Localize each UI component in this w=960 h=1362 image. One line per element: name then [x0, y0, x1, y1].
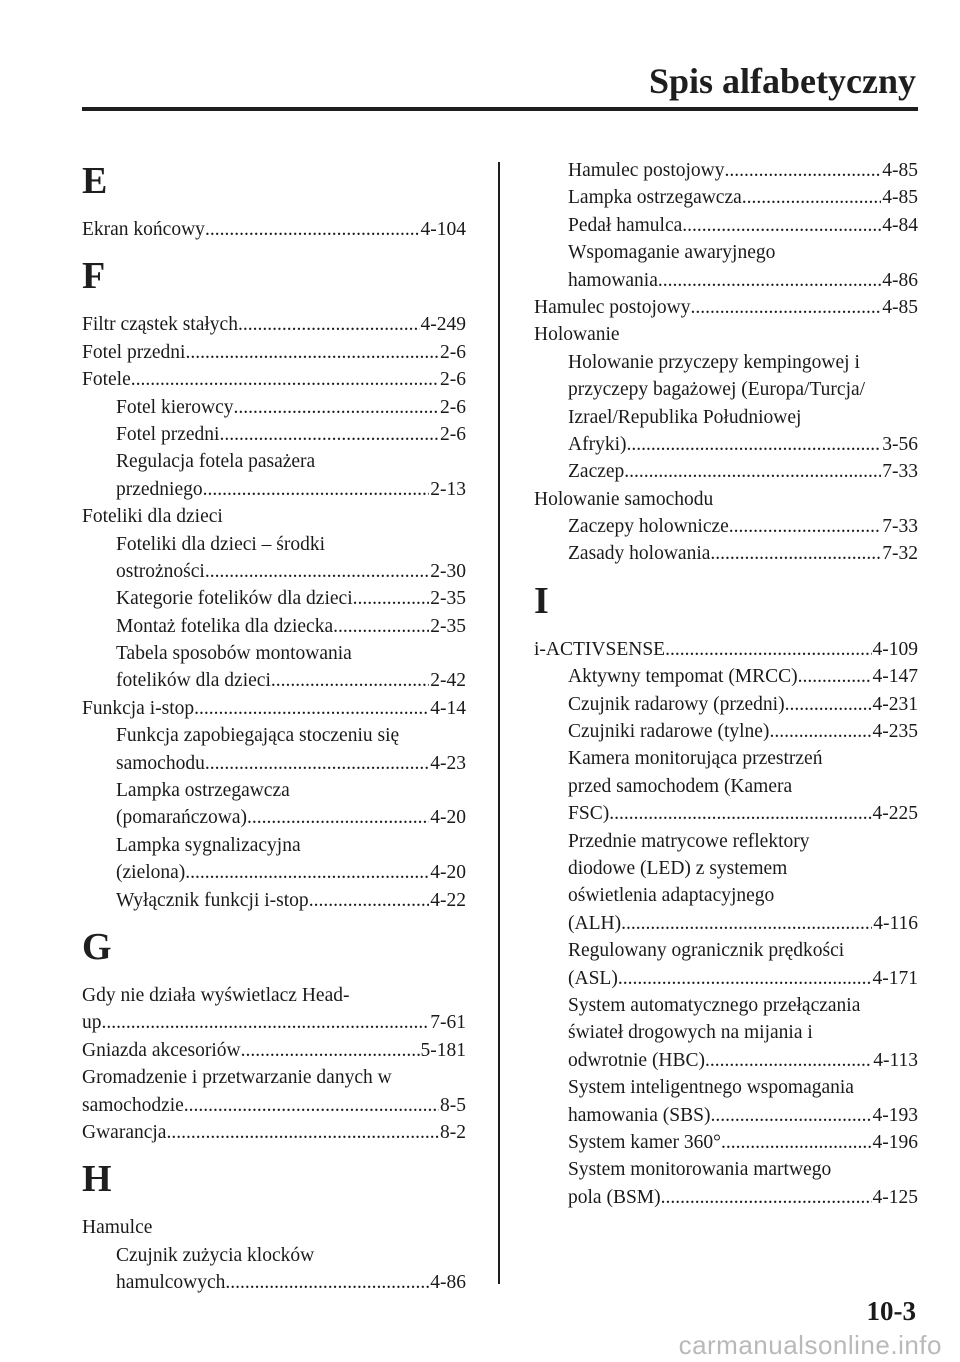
entry-page-ref: 7-33: [882, 461, 918, 483]
index-entry: [534, 458, 918, 485]
entry-term: Aktywny tempomat (MRCC): [568, 666, 798, 688]
index-entry-line: Regulowany ogranicznik prędkości: [568, 940, 845, 962]
watermark: carmanualsonline.info: [678, 1330, 942, 1360]
dot-leader: [333, 613, 429, 640]
page-number: 10-3: [866, 1296, 916, 1326]
index-entry-line: System inteligentnego wspomagania: [568, 1077, 854, 1099]
index-entry: [82, 1119, 466, 1146]
entry-term: i-ACTIVSENSE: [534, 638, 666, 660]
entry-page-ref: 4-109: [872, 638, 918, 660]
index-entry-line: Gdy nie działa wyświetlacz Head-: [82, 984, 350, 1006]
entry-term: Fotel kierowcy: [116, 396, 234, 418]
index-entry: [82, 1269, 466, 1296]
index-entry: [82, 216, 466, 243]
index-entry: [82, 585, 466, 612]
entry-term: Czujniki radarowe (tylne): [568, 721, 770, 743]
entry-page-ref: 2-42: [430, 670, 466, 692]
index-entry: [534, 1184, 918, 1211]
entry-term: pola (BSM): [568, 1186, 661, 1208]
index-entry-line: System monitorowania martwego: [568, 1159, 832, 1181]
dot-leader: [234, 394, 439, 421]
entry-term: (zielona): [116, 862, 186, 884]
page-title: Spis alfabetyczny: [648, 61, 916, 101]
dot-leader: [309, 887, 430, 914]
entry-page-ref: 4-20: [430, 862, 466, 884]
dot-leader: [705, 1047, 872, 1074]
index-entry: [82, 311, 466, 338]
index-entry: [534, 1129, 918, 1156]
entry-page-ref: 4-85: [882, 160, 918, 181]
entry-page-ref: 4-85: [882, 296, 918, 318]
dot-leader: [725, 157, 882, 184]
dot-leader: [665, 636, 871, 663]
index-entry-line: Foteliki dla dzieci – środki: [116, 533, 326, 555]
dot-leader: [166, 1119, 439, 1146]
index-entry: [82, 558, 466, 585]
index-entry: [82, 750, 466, 777]
dot-leader: [798, 663, 872, 690]
entry-term: Czujnik radarowy (przedni): [568, 693, 785, 715]
entry-page-ref: 4-104: [420, 219, 466, 240]
entry-page-ref: 2-6: [440, 423, 466, 445]
entry-term: Ekran końcowy: [82, 219, 205, 240]
entry-page-ref: 4-171: [872, 967, 918, 989]
index-column-right: [534, 157, 918, 1211]
entry-page-ref: 4-196: [872, 1131, 918, 1153]
entry-term: Kategorie fotelików dla dzieci: [116, 588, 353, 610]
entry-term: up: [82, 1012, 102, 1034]
dot-leader: [624, 458, 881, 485]
entry-term: Zasady holowania: [568, 543, 711, 565]
entry-page-ref: 2-13: [430, 478, 466, 500]
entry-term: Zaczepy holownicze: [568, 516, 729, 538]
index-entry-line: Holowanie: [534, 324, 620, 346]
entry-term: Filtr cząstek stałych: [82, 314, 238, 336]
index-entry-line: przyczepy bagażowej (Europa/Turcja/: [568, 379, 866, 401]
entry-term: (pomarańczowa): [116, 807, 248, 829]
entry-page-ref: 4-113: [873, 1049, 918, 1071]
index-entry: [534, 800, 918, 827]
section-letter: G: [82, 925, 112, 968]
dot-leader: [729, 513, 881, 540]
index-entry-line: diodowe (LED) z systemem: [568, 857, 788, 879]
dot-leader: [691, 294, 882, 321]
index-entry-line: Wspomaganie awaryjnego: [568, 242, 776, 264]
index-entry: [82, 695, 466, 722]
entry-term: Fotel przedni: [82, 341, 186, 363]
index-entry: [82, 1092, 466, 1119]
dot-leader: [185, 859, 429, 886]
index-entry: [82, 476, 466, 503]
dot-leader: [205, 558, 429, 585]
entry-page-ref: 4-20: [430, 807, 466, 829]
index-entry: [82, 366, 466, 393]
entry-page-ref: 8-2: [440, 1121, 466, 1143]
index-entry-line: przed samochodem (Kamera: [568, 775, 793, 797]
entry-page-ref: 4-22: [430, 889, 466, 911]
index-entry-line: Tabela sposobów montowania: [116, 643, 352, 665]
dot-leader: [785, 691, 872, 718]
entry-page-ref: 4-231: [872, 693, 918, 715]
entry-term: Montaż fotelika dla dziecka: [116, 615, 334, 637]
index-entry: [534, 184, 918, 211]
index-entry: [534, 965, 918, 992]
index-entry: [534, 540, 918, 567]
entry-term: Fotele: [82, 369, 131, 391]
dot-leader: [710, 1102, 871, 1129]
dot-leader: [710, 540, 881, 567]
entry-term: samochodzie: [82, 1094, 184, 1116]
index-entry: [82, 394, 466, 421]
index-entry-line: świateł drogowych na mijania i: [568, 1022, 813, 1044]
entry-term: samochodu: [116, 752, 205, 774]
dot-leader: [225, 1269, 429, 1296]
entry-term: (ASL): [568, 967, 618, 989]
index-entry-line: Foteliki dla dzieci: [82, 506, 223, 528]
entry-term: Zaczep: [568, 461, 625, 483]
index-entry-line: oświetlenia adaptacyjnego: [568, 885, 775, 907]
entry-page-ref: 4-193: [872, 1104, 918, 1126]
entry-page-ref: 7-33: [882, 516, 918, 538]
index-entry-line: System automatycznego przełączania: [568, 994, 861, 1016]
entry-page-ref: 4-225: [872, 803, 918, 825]
entry-term: przedniego: [116, 478, 203, 500]
dot-leader: [682, 212, 881, 239]
dot-leader: [769, 718, 871, 745]
index-entry: [534, 294, 918, 321]
entry-page-ref: 4-86: [430, 1272, 466, 1294]
entry-term: Lampka ostrzegawcza: [568, 187, 742, 209]
entry-term: (ALH): [568, 912, 622, 934]
index-entry: [82, 804, 466, 831]
index-entry-line: Czujnik zużycia klocków: [116, 1244, 315, 1266]
entry-term: ostrożności: [116, 560, 205, 582]
index-entry: [82, 859, 466, 886]
entry-term: hamowania: [568, 269, 658, 291]
entry-term: Afryki): [568, 433, 627, 455]
index-entry-line: Lampka sygnalizacyjna: [116, 834, 301, 856]
dot-leader: [721, 1129, 872, 1156]
dot-leader: [661, 1184, 872, 1211]
entry-page-ref: 2-35: [430, 615, 466, 637]
entry-term: fotelików dla dzieci: [116, 670, 271, 692]
header-rule: [82, 107, 918, 111]
index-entry: [534, 513, 918, 540]
index-entry: [82, 667, 466, 694]
index-entry-line: Gromadzenie i przetwarzanie danych w: [82, 1067, 392, 1089]
index-entry: [534, 157, 918, 184]
entry-page-ref: 7-32: [882, 543, 918, 565]
index-entry-line: Kamera monitorująca przestrzeń: [568, 748, 823, 770]
entry-page-ref: 2-30: [430, 560, 466, 582]
index-entry: [534, 718, 918, 745]
index-entry-line: Regulacja fotela pasażera: [116, 451, 316, 473]
index-entry: [82, 339, 466, 366]
entry-term: Gniazda akcesoriów: [82, 1039, 241, 1061]
entry-page-ref: 2-35: [430, 588, 466, 610]
index-entry: [534, 267, 918, 294]
entry-term: Funkcja i-stop: [82, 697, 195, 719]
index-entry: [534, 910, 918, 937]
entry-page-ref: 2-6: [440, 369, 466, 391]
index-entry: [82, 887, 466, 914]
dot-leader: [131, 366, 439, 393]
dot-leader: [742, 184, 881, 211]
dot-leader: [618, 965, 872, 992]
entry-term: Wyłącznik funkcji i-stop: [116, 889, 309, 911]
index-entry-line: Hamulce: [82, 1217, 153, 1239]
index-entry: [534, 1047, 918, 1074]
section-letter: I: [534, 579, 549, 622]
dot-leader: [184, 1092, 439, 1119]
entry-term: Hamulec postojowy: [568, 160, 725, 181]
dot-leader: [626, 431, 881, 458]
entry-page-ref: 4-84: [882, 214, 918, 236]
entry-page-ref: 4-235: [872, 721, 918, 743]
entry-term: Fotel przedni: [116, 423, 220, 445]
index-column-left: [82, 160, 466, 1297]
entry-page-ref: 4-147: [872, 666, 918, 688]
index-entry: [534, 636, 918, 663]
section-letter: F: [82, 255, 106, 298]
entry-page-ref: 4-85: [882, 187, 918, 209]
column-divider: [498, 162, 500, 1284]
entry-term: Hamulec postojowy: [534, 296, 691, 318]
entry-page-ref: 4-125: [872, 1186, 918, 1208]
dot-leader: [621, 910, 872, 937]
dot-leader: [247, 804, 429, 831]
entry-term: Gwarancja: [82, 1121, 167, 1143]
entry-term: hamulcowych: [116, 1272, 226, 1294]
dot-leader: [238, 311, 420, 338]
dot-leader: [203, 476, 430, 503]
dot-leader: [271, 667, 429, 694]
dot-leader: [185, 339, 439, 366]
entry-term: hamowania (SBS): [568, 1104, 711, 1126]
index-entry: [82, 1037, 466, 1064]
dot-leader: [194, 695, 429, 722]
index-entry: [534, 691, 918, 718]
dot-leader: [658, 267, 881, 294]
entry-page-ref: 2-6: [440, 341, 466, 363]
dot-leader: [205, 750, 429, 777]
entry-term: odwrotnie (HBC): [568, 1049, 706, 1071]
index-entry-line: Funkcja zapobiegająca stoczeniu się: [116, 725, 400, 747]
index-entry-line: Przednie matrycowe reflektory: [568, 830, 810, 852]
index-entry-line: Izrael/Republika Południowej: [568, 406, 802, 428]
entry-page-ref: 2-6: [440, 396, 466, 418]
section-letter: E: [82, 160, 108, 202]
index-entry: [534, 663, 918, 690]
dot-leader: [353, 585, 430, 612]
index-entry: [534, 212, 918, 239]
index-entry-line: Lampka ostrzegawcza: [116, 780, 290, 802]
dot-leader: [609, 800, 871, 827]
entry-page-ref: 7-61: [430, 1012, 466, 1034]
entry-page-ref: 8-5: [440, 1094, 466, 1116]
index-entry-line: Holowanie samochodu: [534, 488, 714, 510]
section-letter: H: [82, 1158, 112, 1201]
entry-page-ref: 5-181: [420, 1039, 466, 1061]
index-entry-line: Holowanie przyczepy kempingowej i: [568, 351, 860, 373]
index-entry: [82, 613, 466, 640]
entry-page-ref: 4-14: [430, 697, 466, 719]
index-entry: [534, 1102, 918, 1129]
dot-leader: [241, 1037, 420, 1064]
entry-page-ref: 4-116: [873, 912, 918, 934]
entry-page-ref: 4-23: [430, 752, 466, 774]
entry-page-ref: 4-86: [882, 269, 918, 291]
entry-page-ref: 4-249: [420, 314, 466, 336]
dot-leader: [102, 1009, 430, 1036]
entry-page-ref: 3-56: [882, 433, 918, 455]
entry-term: System kamer 360°: [568, 1131, 721, 1153]
index-entry: [534, 431, 918, 458]
entry-term: FSC): [568, 803, 610, 825]
entry-term: Pedał hamulca: [568, 214, 683, 236]
index-entry: [82, 1009, 466, 1036]
dot-leader: [219, 421, 439, 448]
index-entry: [82, 421, 466, 448]
dot-leader: [205, 216, 420, 243]
